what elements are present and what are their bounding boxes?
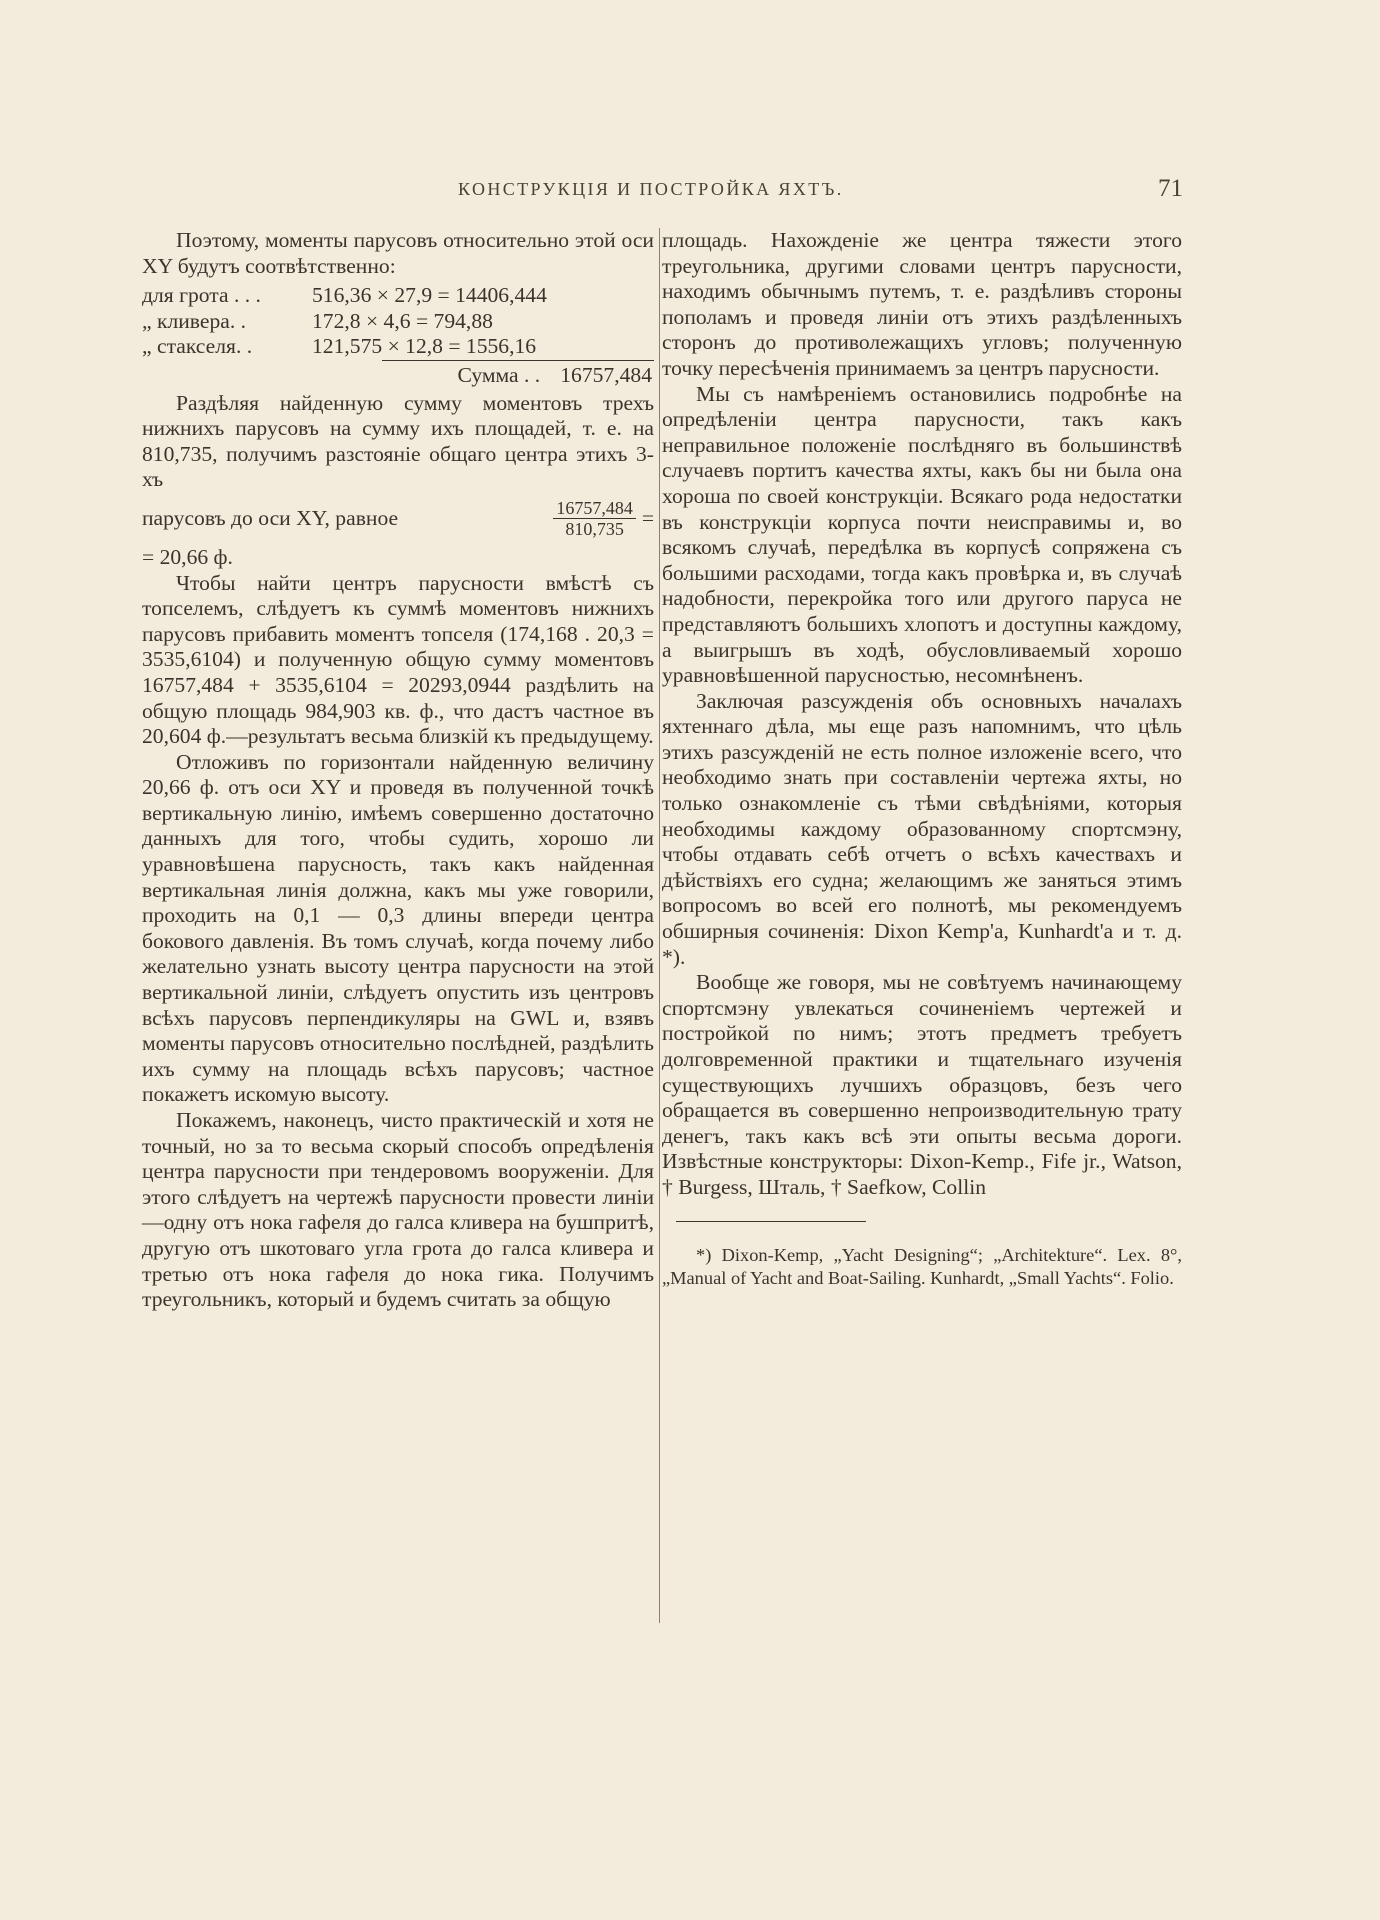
paragraph: Раздѣляя найденную сумму моментовъ трехъ нижнихъ парусовъ на сумму ихъ площадей, т. е. на 810,735, получимъ разстояніе общаго центра этихъ 3-хъ xyxy=(142,390,654,492)
sum-label: Сумма . . xyxy=(457,362,541,387)
equals-sign: = xyxy=(641,506,654,531)
calc-expression: 516,36 × 27,9 = 14406,444 xyxy=(312,283,547,308)
fraction xyxy=(553,498,636,539)
fraction-lead-text: парусовъ до оси XY, равное xyxy=(142,506,399,531)
paragraph: Заключая разсужденія объ основныхъ началахъ яхтеннаго дѣла, мы еще разъ напомнимъ, что цѣль этихъ разсужденій не есть полное изложеніе всего, что необходимо знать при составленіи чертежа яхты, но только ознакомленіе съ тѣми свѣдѣніями, которыя необходимы каждому образованному спортсмэну, чтобы отдавать себѣ отчетъ о всѣхъ качествахъ и дѣйствіяхъ его судна; желающимъ же заняться этимъ вопросомъ во всей его полнотѣ, мы рекомендуемъ обширныя сочиненія: Dixon Kemp'а, Kunhardt'а и т. д. *). xyxy=(662,688,1182,969)
page-number: 71 xyxy=(1158,175,1183,202)
paragraph: площадь. Нахожденіе же центра тяжести этого треугольника, другими словами центръ парусности, находимъ обычнымъ путемъ, т. е. раздѣливъ стороны пополамъ и проведя линіи отъ этихъ раздѣленныхъ сторонъ до противолежащихъ угловъ; полученную точку пересѣченія принимаемъ за центръ парусности. xyxy=(662,228,1182,380)
moments-calculation xyxy=(142,283,654,388)
left-column xyxy=(142,228,654,1313)
footnote: *) Dixon-Kemp, „Yacht Designing“; „Architekture“. Lex. 8°, „Manual of Yacht and Boat-Sailing. Kunhardt, „Small Yachts“. Folio. xyxy=(662,1244,1182,1288)
paragraph: Чтобы найти центръ парусности вмѣстѣ съ топселемъ, слѣдуетъ къ суммѣ моментовъ нижнихъ парусовъ прибавить моментъ топселя (174,168 . 20,3 = 3535,6104) и полученную общую сумму моментовъ 16757,484 + 3535,6104 = 20293,0944 раздѣлить на общую площадь 984,903 кв. ф., что дастъ частное въ 20,604 ф.—результатъ весьма близкій къ предыдущему. xyxy=(142,570,654,749)
sum-value: 16757,484 xyxy=(560,362,652,387)
footnote-rule xyxy=(676,1221,866,1222)
column-divider xyxy=(659,228,660,1623)
paragraph: Вообще же говоря, мы не совѣтуемъ начинающему спортсмэну увлекаться сочиненіемъ чертежей и постройкой по нимъ; этотъ предметъ требуетъ долговременной практики и тщательнаго изученія существующихъ лучшихъ образцовъ, безъ чего обращается въ совершенно непроизводительную трату денегъ, такъ какъ всѣ эти опыты весьма дороги. Извѣстные конструкторы: Dixon-Kemp., Fife jr., Watson, † Burgess, Шталь, † Saefkow, Collin xyxy=(662,970,1182,1199)
fraction-numerator: 16757,484 xyxy=(553,498,636,519)
calc-label: для грота . . . xyxy=(142,283,261,308)
fraction-result: = 20,66 ф. xyxy=(142,544,233,569)
calc-label: „ кливера. . xyxy=(142,308,247,333)
paragraph: Отложивъ по горизонтали найденную величину 20,66 ф. отъ оси XY и проведя въ полученной точкѣ вертикальную линію, имѣемъ совершенно достаточно данныхъ для того, чтобы судить, хорошо ли уравновѣшена парусность, такъ какъ найденная вертикальная линія должна, какъ мы уже говорили, проходить на 0,1 — 0,3 длины впереди центра бокового давленія. Въ томъ случаѣ, когда почему либо желательно узнать высоту центра парусности на этой вертикальной линіи, слѣдуетъ опустить изъ центровъ всѣхъ парусовъ перпендикуляры на GWL и, взявъ моменты парусовъ относительно послѣдней, раздѣлить ихъ сумму на площадь всѣхъ парусовъ; частное покажетъ искомую высоту. xyxy=(142,749,654,1107)
calc-label: „ стакселя. . xyxy=(142,334,253,359)
page-header xyxy=(138,175,1183,205)
paragraph: Поэтому, моменты парусовъ относительно этой оси XY будутъ соотвѣтственно: xyxy=(142,228,654,278)
calc-expression: 121,575 × 12,8 = 1556,16 xyxy=(312,334,537,359)
fraction-line xyxy=(142,493,654,545)
calc-row xyxy=(142,309,654,335)
calc-row xyxy=(142,283,654,309)
right-column xyxy=(662,228,1182,1290)
calc-expression: 172,8 × 4,6 = 794,88 xyxy=(312,308,493,333)
paragraph: Мы съ намѣреніемъ остановились подробнѣе на опредѣленіи центра парусности, такъ какъ неправильное положеніе послѣдняго въ большинствѣ случаевъ портитъ качества яхты, какъ бы ни была она хороша по своей конструкціи. Всякаго рода недостатки въ конструкціи корпуса почти неисправимы и, во всякомъ случаѣ, передѣлка въ корпусѣ сопряжена съ большими расходами, тогда какъ провѣрка и, въ случаѣ надобности, перекройка того или другого паруса не представляютъ большихъ хлопотъ и доступны каждому, а выигрышъ въ ходѣ, обусловливаемый хорошо уравновѣшенной парусностью, несомнѣненъ. xyxy=(662,381,1182,688)
calc-row xyxy=(142,334,654,360)
fraction-denominator: 810,735 xyxy=(565,519,624,540)
sum-row xyxy=(142,363,654,389)
running-head: КОНСТРУКЦІЯ И ПОСТРОЙКА ЯХТЪ. xyxy=(458,179,844,199)
paragraph: Покажемъ, наконецъ, чисто практическій и хотя не точный, но за то весьма скорый способъ опредѣленія центра парусности при тендеровомъ вооруженіи. Для этого слѣдуетъ на чертежѣ парусности провести линіи—одну отъ нока гафеля до галса кливера на бушпритѣ, другую отъ шкотоваго угла грота до галса кливера и третью отъ нока гафеля до нока гика. Получимъ треугольникъ, который и будемъ считать за общую xyxy=(142,1108,654,1312)
